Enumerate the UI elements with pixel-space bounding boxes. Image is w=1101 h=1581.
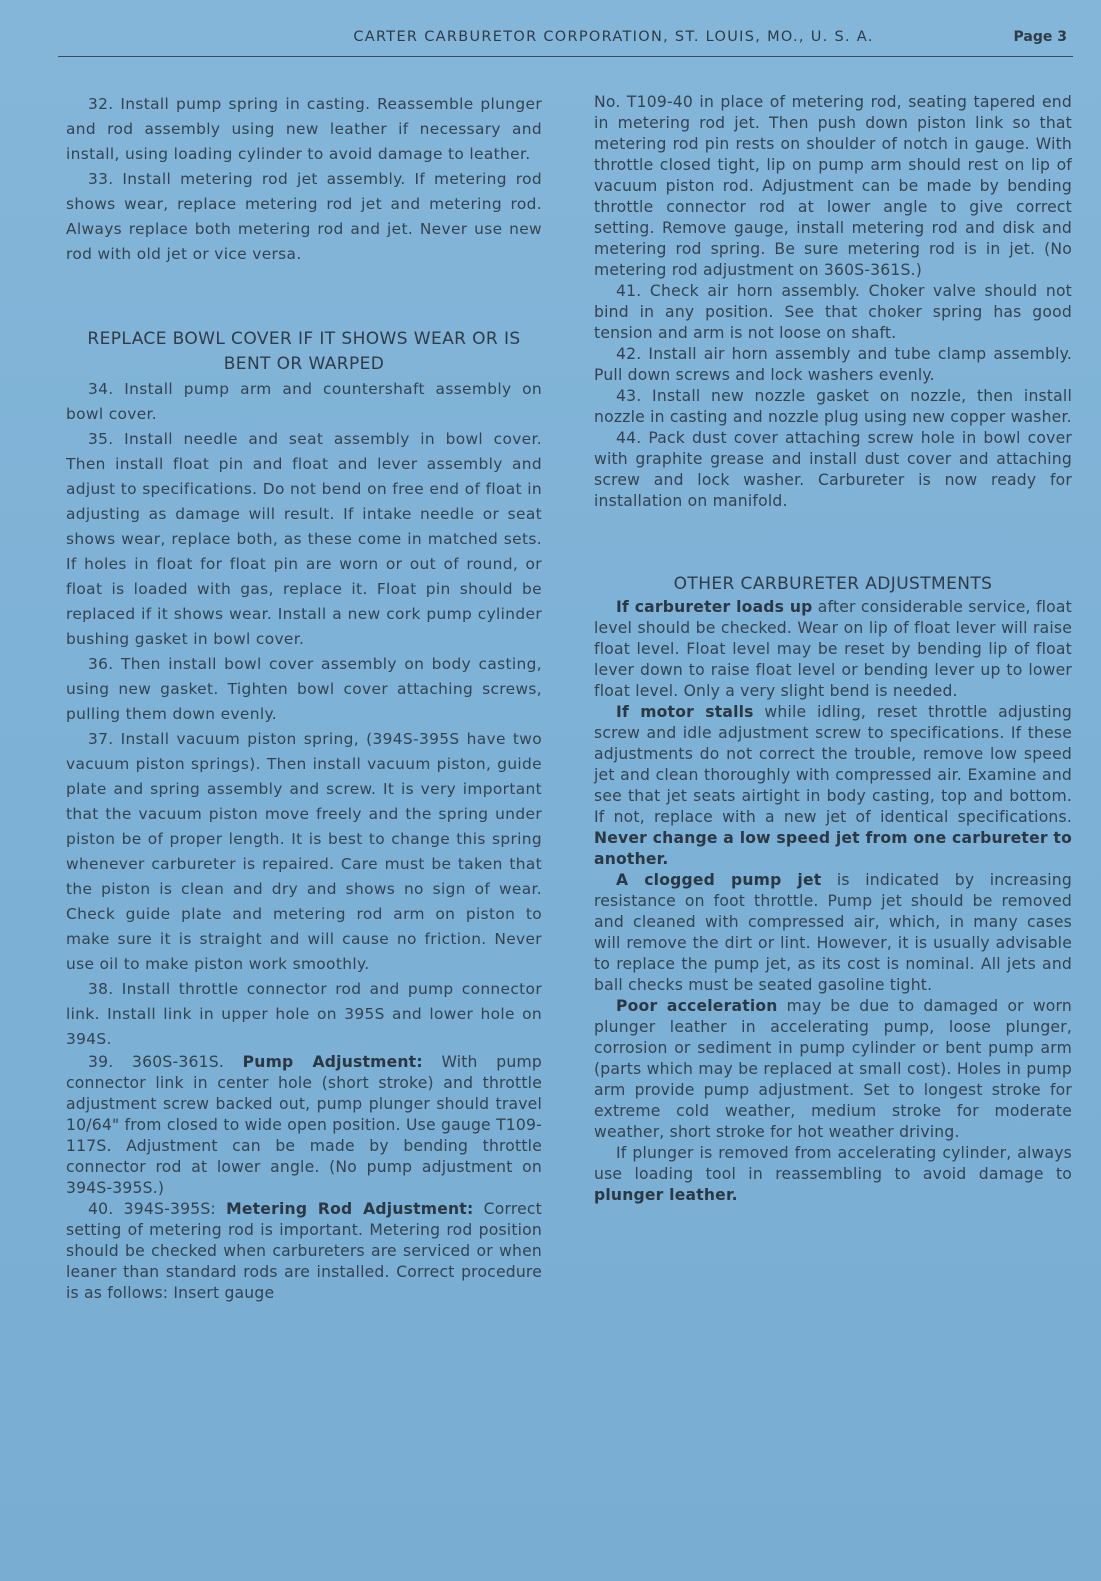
note-clogged-text: is indicated by increasing resistance on foot throttle. Pump jet should be removed and cleaned with compressed air, which, in many cases will remove the dirt or lint. However, it is usually advisable to replace the pump jet, as its cost is nominal. All jets and ball checks must be seated gasoline tight. bbox=[594, 871, 1072, 994]
step-39 bbox=[66, 1052, 542, 1199]
step-40-bold: Metering Rod Adjustment: bbox=[226, 1200, 474, 1218]
step-34: 34. Install pump arm and countershaft assembly on bowl cover. bbox=[66, 380, 542, 423]
note-loads-up bbox=[594, 597, 1072, 702]
left-column bbox=[66, 92, 542, 1304]
note-clogged-pump-jet bbox=[594, 870, 1072, 996]
step-35: 35. Install needle and seat assembly in bowl cover. Then install float pin and float and lever assembly and adjust to specifications. Do not bend on free end of float in adjusting as damage will result. If intake needle or seat shows wear, replace both, as these come in matched sets. If holes in float for float pin are worn or out of round, or float is loaded with gas, replace it. Float pin should be replaced if it shows wear. Install a new cork pump cylinder bushing gasket in bowl cover. bbox=[66, 430, 542, 648]
header-title: CARTER CARBURETOR CORPORATION, ST. LOUIS, MO., U. S. A. bbox=[353, 29, 874, 45]
note-motor-stalls bbox=[594, 702, 1072, 870]
section-heading-other-adjustments: OTHER CARBURETER ADJUSTMENTS bbox=[673, 574, 993, 594]
note-poor-acceleration-text: may be due to damaged or worn plunger leather in accelerating pump, loose plunger, corrosion or sediment in pump cylinder or bent pump arm (parts which may be replaced at small cost). Holes in pump arm provide pump adjustment. Set to longest stroke for extreme cold weather, medium stroke for moderate weather, short stroke for hot weather driving. bbox=[594, 997, 1072, 1141]
note-poor-acceleration bbox=[594, 996, 1072, 1143]
step-32: 32. Install pump spring in casting. Reassemble plunger and rod assembly using new leather if necessary and install, using loading cylinder to avoid damage to leather. bbox=[66, 95, 542, 163]
step-40-continued: No. T109-40 in place of metering rod, seating tapered end in metering rod jet. Then push down piston link so that metering rod pin rests on shoulder of notch in gauge. With throttle closed tight, lip on pump arm should rest on lip of vacuum piston rod. Adjustment can be made by bending throttle connector rod at lower angle to give correct setting. Remove gauge, install metering rod and disk and metering rod spring. Be sure metering rod is in jet. (No metering rod adjustment on 360S-361S.) bbox=[594, 93, 1072, 279]
step-40-lead: 40. 394S-395S: bbox=[88, 1200, 216, 1218]
note-motor-stalls-bold: If motor stalls bbox=[616, 703, 754, 721]
step-39-bold: Pump Adjustment: bbox=[242, 1053, 423, 1071]
step-40 bbox=[66, 1199, 542, 1304]
step-39-text: With pump connector link in center hole (short stroke) and throttle adjustment screw backed out, pump plunger should travel 10/64" from closed to wide open position. Use gauge T109-117S. Adjustment can be made by bending throttle connector rod at lower angle. (No pump adjustment on 394S-395S.) bbox=[66, 1053, 542, 1197]
step-42: 42. Install air horn assembly and tube clamp assembly. Pull down screws and lock washers evenly. bbox=[594, 345, 1072, 384]
page-number: Page 3 bbox=[1013, 29, 1067, 45]
step-37: 37. Install vacuum piston spring, (394S-395S have two vacuum piston springs). Then install vacuum piston, guide plate and spring assembly and screw. It is very important that the vacuum piston move freely and the spring under piston be of proper length. It is best to change this spring whenever carbureter is repaired. Care must be taken that the piston is clean and dry and shows no sign of wear. Check guide plate and metering rod arm on piston to make sure it is straight and will cause no friction. Never use oil to make piston work smoothly. bbox=[66, 730, 542, 973]
section-heading-bowl-cover: REPLACE BOWL COVER IF IT SHOWS WEAR OR IS BENT OR WARPED bbox=[87, 329, 521, 374]
step-38: 38. Install throttle connector rod and pump connector link. Install link in upper hole on 395S and lower hole on 394S. bbox=[66, 980, 542, 1048]
page-header bbox=[58, 26, 1073, 57]
note-poor-acceleration-bold: Poor acceleration bbox=[616, 997, 778, 1015]
step-40-text: Correct setting of metering rod is important. Metering rod position should be checked when carbureters are serviced or when leaner than standard rods are installed. Correct procedure is as follows: Insert gauge bbox=[66, 1200, 542, 1302]
step-39-lead: 39. 360S-361S. bbox=[88, 1053, 224, 1071]
step-44: 44. Pack dust cover attaching screw hole in bowl cover with graphite grease and install dust cover and attaching screw and lock washer. Carbureter is now ready for installation on manifold. bbox=[594, 429, 1072, 510]
step-36: 36. Then install bowl cover assembly on body casting, using new gasket. Tighten bowl cover attaching screws, pulling them down evenly. bbox=[66, 655, 542, 723]
note-plunger-text: If plunger is removed from accelerating cylinder, always use loading tool in reassembling to avoid damage to bbox=[594, 1144, 1072, 1183]
note-loads-up-bold: If carbureter loads up bbox=[616, 598, 813, 616]
note-plunger-bold: plunger leather. bbox=[594, 1186, 738, 1204]
note-clogged-bold: A clogged pump jet bbox=[616, 871, 822, 889]
note-loads-up-text: after considerable service, float level should be checked. Wear on lip of float lever will raise float level. Float level may be reset by bending lip of float lever down to raise float level or bending lever up to lower float level. Only a very slight bend is needed. bbox=[594, 598, 1072, 700]
step-41: 41. Check air horn assembly. Choker valve should not bind in any position. See that choker spring has good tension and arm is not loose on shaft. bbox=[594, 282, 1072, 342]
step-43: 43. Install new nozzle gasket on nozzle, then install nozzle in casting and nozzle plug using new copper washer. bbox=[594, 387, 1072, 426]
note-plunger-removed bbox=[594, 1143, 1072, 1206]
right-column bbox=[594, 92, 1072, 1206]
note-motor-stalls-warning: Never change a low speed jet from one carbureter to another. bbox=[594, 829, 1072, 868]
note-motor-stalls-text: while idling, reset throttle adjusting screw and idle adjustment screw to specifications. If these adjustments do not correct the trouble, remove low speed jet and clean thoroughly with compressed air. Examine and see that jet seats airtight in body casting, top and bottom. If not, replace with a new jet of identical specifications. bbox=[594, 703, 1072, 826]
step-33: 33. Install metering rod jet assembly. If metering rod shows wear, replace metering rod jet and metering rod. Always replace both metering rod and jet. Never use new rod with old jet or vice versa. bbox=[66, 170, 542, 263]
